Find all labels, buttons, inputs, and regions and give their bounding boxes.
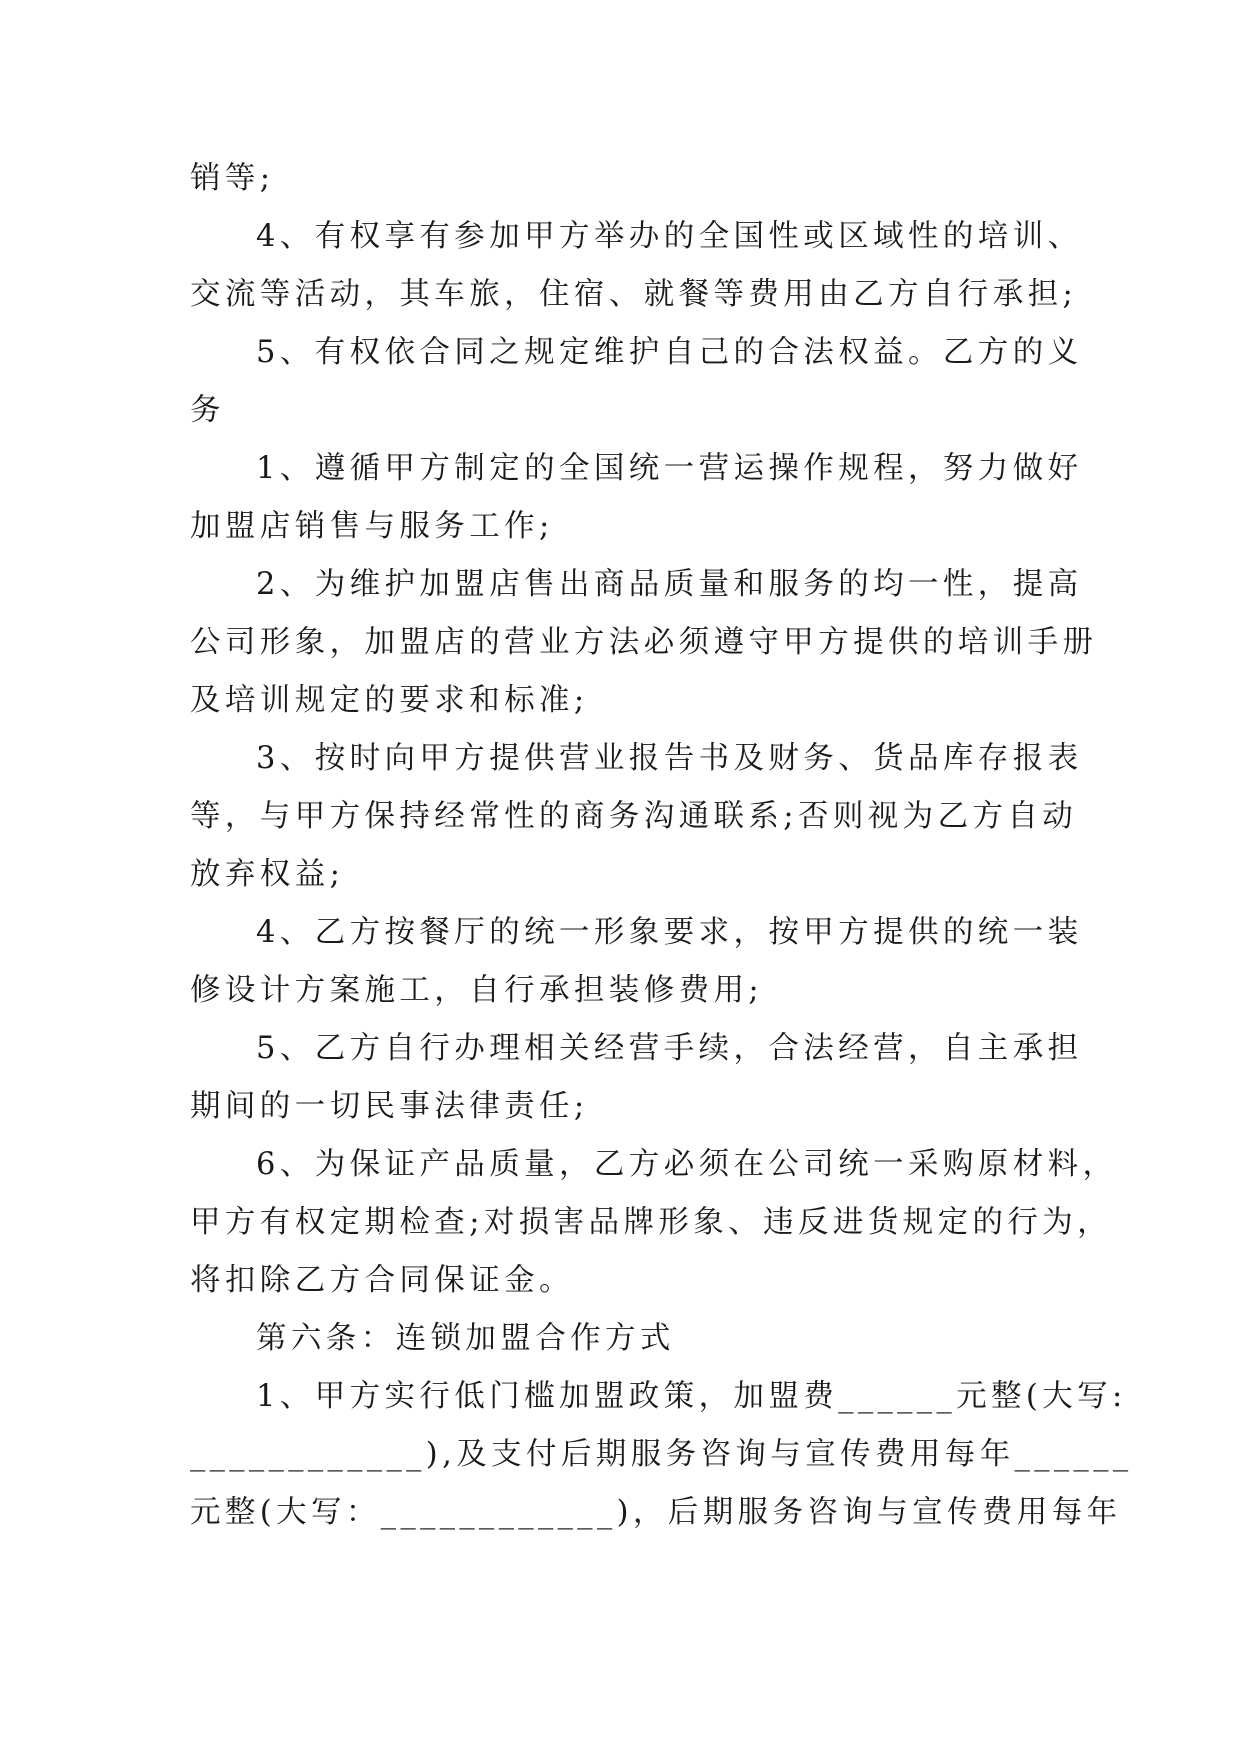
text-line: 甲方有权定期检查;对损害品牌形象、违反进货规定的行为，	[190, 1205, 1113, 1240]
text-line: 4、有权享有参加甲方举办的全国性或区域性的培训、	[256, 219, 1083, 254]
text-line: 1、遵循甲方制定的全国统一营运操作规程，努力做好	[256, 451, 1083, 486]
text-line: 交流等活动，其车旅，住宿、就餐等费用由乙方自行承担;	[190, 277, 1078, 312]
text-line: 修设计方案施工，自行承担装修费用;	[190, 973, 764, 1008]
text-line: 及培训规定的要求和标准;	[190, 683, 589, 718]
document-body	[190, 150, 1133, 1542]
text-line: 5、乙方自行办理相关经营手续，合法经营，自主承担	[256, 1031, 1083, 1066]
text-line: 4、乙方按餐厅的统一形象要求，按甲方提供的统一装	[256, 915, 1083, 950]
text-line: ____________),及支付后期服务咨询与宣传费用每年______	[190, 1437, 1133, 1472]
text-line: 等，与甲方保持经常性的商务沟通联系;否则视为乙方自动	[190, 799, 1078, 834]
text-line: 将扣除乙方合同保证金。	[190, 1263, 574, 1298]
text-line: 1、甲方实行低门槛加盟政策，加盟费______元整(大写:	[256, 1379, 1127, 1414]
text-line: 第六条：连锁加盟合作方式	[256, 1321, 675, 1356]
text-line: 元整(大写：____________)，后期服务咨询与宣传费用每年	[190, 1495, 1122, 1530]
text-line: 3、按时向甲方提供营业报告书及财务、货品库存报表	[256, 741, 1083, 776]
text-line: 务	[190, 393, 225, 428]
text-line: 2、为维护加盟店售出商品质量和服务的均一性，提高	[256, 567, 1083, 602]
text-line: 销等;	[190, 161, 275, 196]
text-line: 加盟店销售与服务工作;	[190, 509, 554, 544]
text-line: 6、为保证产品质量，乙方必须在公司统一采购原材料，	[256, 1147, 1118, 1182]
text-line: 期间的一切民事法律责任;	[190, 1089, 589, 1124]
text-line: 公司形象，加盟店的营业方法必须遵守甲方提供的培训手册	[190, 625, 1098, 660]
text-line: 5、有权依合同之规定维护自己的合法权益。乙方的义	[256, 335, 1083, 370]
text-line: 放弃权益;	[190, 857, 345, 892]
